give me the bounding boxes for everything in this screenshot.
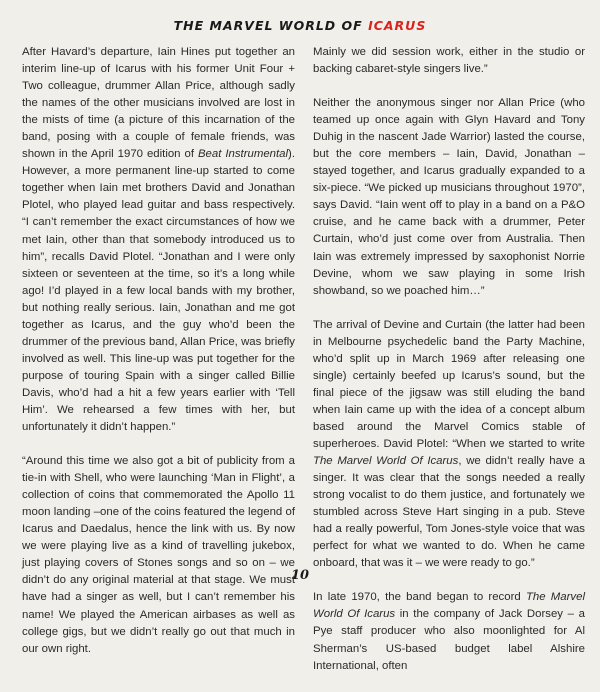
text-run: ). However, a more permanent line-up started to come together when Iain met brothers David and Jonathan Plotel, who played lead guitar and bass respectively. “I can’t remember the exact circumstances of how we met Iain, other than that somebody introduced us to him”, recalls David Plotel. “Jonathan and I were only sixteen or seventeen at the time, so it’s a long while ago! I’d played in a few local bands with my brother, but nothing really serious. Iain, Jonathan and me got together as Icarus, and the guy who’d been the drummer of the previous band, Allan Price, was briefly involved as well. This line-up was put together for the purpose of touring Spain with a singer called Billie Davis, who’d had a hit a few years earlier with ‘Tell Him’. We rehearsed a few times with her, but unfortunately it didn’t happen.” xyxy=(22,148,295,434)
paragraph xyxy=(313,589,585,674)
text-run: Neither the anonymous singer nor Allan Price (who teamed up once again with Glyn Havard and Tony Duhig in the nascent Jade Warrior) lasted the course, but the core members – Iain, David, Jonathan – stayed together, and Icarus gradually expanded to a six-piece. “We picked up musicians throughout 1970”, says David. “Iain went off to play in a band on a P&O cruise, and he came back with a drummer, Peter Curtain, who’d just come over from Australia. Then Iain was extremely impressed by saxophonist Norrie Devine, whom we saw playing in some Irish showband, so we poached him…” xyxy=(313,97,585,297)
text-run: , we didn’t really have a singer. It was clear that the songs needed a really strong vocalist to do them justice, and fortunately we stumbled across Steve Hart singing in a pub. Steve had a really powerful, Tom Jones-style voice that was perfect for what we wanted to do. When he came onboard, that was it – we were ready to go.” xyxy=(313,455,585,570)
header-title-accent: ICARUS xyxy=(368,18,427,33)
paragraph xyxy=(313,317,585,573)
paragraph xyxy=(313,95,585,300)
text-run: The arrival of Devine and Curtain (the latter had been in Melbourne psychedelic band the Party Machine, who’d split up in March 1969 after releasing one single) certainly beefed up Icarus’s sound, but the final piece of the jigsaw was still eluding the band when Iain came up with the idea of a concept album based around the Marvel Comics stable of superheroes. David Plotel: “When we started to write xyxy=(313,318,585,450)
text-run: In late 1970, the band began to record xyxy=(313,591,526,604)
text-run: “Around this time we also got a bit of publicity from a tie-in with Shell, who were launching ‘Man in Flight’, a collection of coins that commemorated the Apollo 11 moon landing –one of the coins featured the legend of Icarus and Daedalus, hence the link with us. By now we were playing live as a kind of travelling jukebox, just playing covers of Stones songs and so on – we didn’t do any original material at that stage. We must have had a singer as well, but I can’t remember his name! We played the American airbases as well as college gigs, but we didn’t really go out that much in our own right. xyxy=(22,455,295,655)
page-number: 10 xyxy=(290,568,310,583)
right-column xyxy=(313,44,585,692)
paragraph xyxy=(22,453,295,658)
paragraph xyxy=(313,44,585,78)
text-run: in the company of Jack Dorsey – a Pye staff producer who also moonlighted for Al Sherman’s US-based budget label Alshire International, often xyxy=(313,608,585,672)
italic-title: Beat Instrumental xyxy=(197,148,289,161)
italic-title: The Marvel World Of Icarus xyxy=(313,591,585,621)
text-run: Mainly we did session work, either in the studio or backing cabaret-style singers live.” xyxy=(313,46,585,76)
header-title-main: THE MARVEL WORLD OF xyxy=(173,18,369,33)
italic-title: The Marvel World Of Icarus xyxy=(313,455,459,468)
paragraph xyxy=(22,44,295,436)
page-header xyxy=(0,18,600,33)
text-run: After Havard’s departure, Iain Hines put together an interim line-up of Icarus with his former Unit Four + Two colleague, drummer Allan Price, although sadly the names of the other musicians involved are lost in the mists of time (a picture of this incarnation of the band, posing with a couple of female friends, was shown in the April 1970 edition of xyxy=(22,46,295,161)
